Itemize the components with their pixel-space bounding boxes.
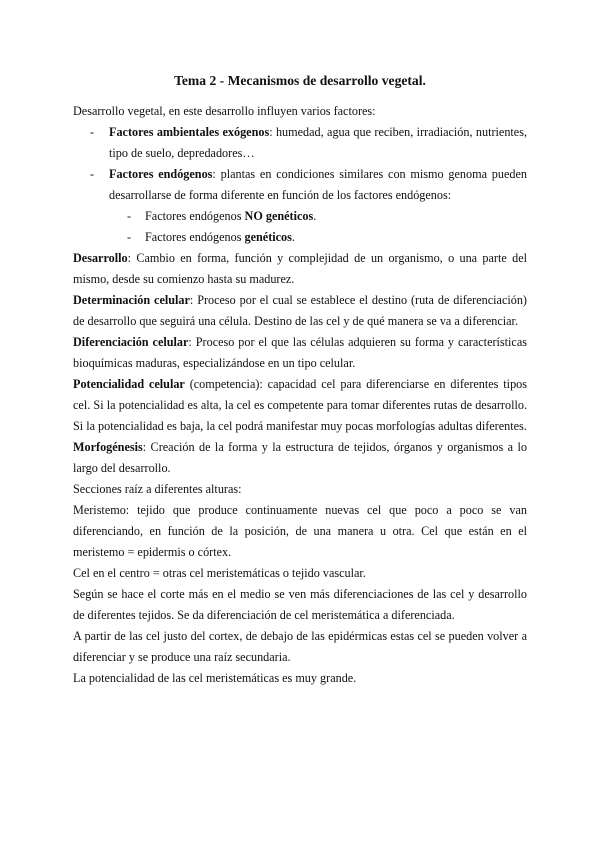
definition-text: : Proceso por el que las células adquieren su forma y características bioquímicas maduras, especializándose en un tipo celular.: [73, 335, 527, 370]
list-item: [73, 164, 527, 206]
paragraph-cortex: A partir de las cel justo del cortex, de debajo de las epidérmicas estas cel se pueden volver a diferenciar y se produce una raíz secundaria.: [73, 629, 527, 664]
definition-text: : Creación de la forma y la estructura de tejidos, órganos y organismos a lo largo del desarrollo.: [73, 440, 527, 475]
sub-factor-term: NO genéticos: [244, 209, 314, 223]
paragraph-secciones: Secciones raíz a diferentes alturas:: [73, 482, 242, 496]
definition-text: (competencia): capacidad cel para diferenciarse en diferentes tipos cel. Si la potencialidad es alta, la cel es competente para tomar diferentes rutas de desarrollo. Si la potencialidad es baja, la cel podrá manifestar muy pocas morfologías adultas diferentes.: [73, 377, 527, 433]
definition-potencialidad: [73, 374, 527, 437]
list-bullet: -: [127, 209, 132, 223]
list-item: [73, 227, 527, 248]
factor-text: : humedad, agua que reciben, irradiación, nutrientes, tipo de suelo, depredadores…: [109, 125, 527, 160]
definition-text: : Cambio en forma, función y complejidad de un organismo, o una parte del mismo, desde su comienzo hasta su madurez.: [73, 251, 527, 286]
definition-determinacion: [73, 290, 527, 332]
factors-list: [73, 122, 527, 206]
list-bullet: -: [90, 125, 95, 139]
definition-diferenciacion: [73, 332, 527, 374]
paragraph-cel-centro: Cel en el centro = otras cel meristemáticas o tejido vascular.: [73, 566, 366, 580]
paragraph-corte: Según se hace el corte más en el medio se ven más diferenciaciones de las cel y desarrollo de diferentes tejidos. Se da diferenciación de cel meristemática a diferenciada.: [73, 587, 527, 622]
definition-morfogenesis: [73, 437, 527, 479]
list-bullet: -: [127, 230, 132, 244]
factor-term: Factores ambientales exógenos: [109, 125, 270, 139]
definition-term: Potencialidad celular: [73, 377, 185, 391]
sub-factor-prefix: Factores endógenos: [145, 209, 245, 223]
list-bullet: -: [90, 167, 95, 181]
sub-factors-list: [73, 206, 527, 248]
document-page: [73, 71, 527, 689]
sub-factor-prefix: Factores endógenos: [145, 230, 245, 244]
definition-term: Morfogénesis: [73, 440, 143, 454]
paragraph-meristemo: Meristemo: tejido que produce continuamente nuevas cel que poco a poco se van diferenciando, en función de la posición, de una manera u otra. Cel que están en el meristemo = epidermis o córtex.: [73, 503, 527, 559]
sub-factor-suffix: .: [291, 230, 295, 244]
intro-paragraph: Desarrollo vegetal, en este desarrollo influyen varios factores:: [73, 104, 376, 118]
page-title: Tema 2 - Mecanismos de desarrollo vegetal.: [174, 73, 426, 88]
list-item: [73, 206, 527, 227]
definition-term: Diferenciación celular: [73, 335, 189, 349]
definition-term: Determinación celular: [73, 293, 190, 307]
paragraph-potencialidad: La potencialidad de las cel meristemáticas es muy grande.: [73, 671, 357, 685]
sub-factor-term: genéticos: [244, 230, 292, 244]
sub-factor-suffix: .: [313, 209, 317, 223]
definition-desarrollo: [73, 248, 527, 290]
definition-term: Desarrollo: [73, 251, 128, 265]
factor-term: Factores endógenos: [109, 167, 213, 181]
list-item: [73, 122, 527, 164]
definition-text: : Proceso por el cual se establece el destino (ruta de diferenciación) de desarrollo que seguirá una célula. Destino de las cel y de qué manera se va a diferenciar.: [73, 293, 527, 328]
factor-text: : plantas en condiciones similares con mismo genoma pueden desarrollarse de forma diferente en función de los factores endógenos:: [109, 167, 527, 202]
